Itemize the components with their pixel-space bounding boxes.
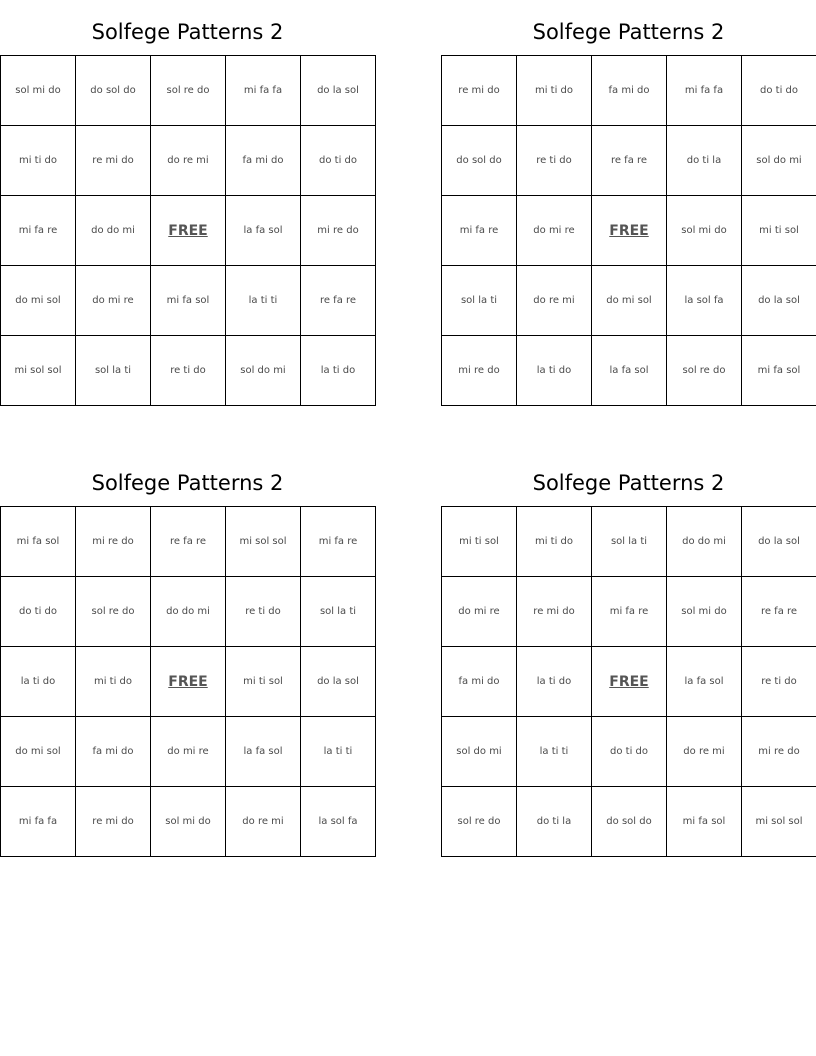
grid-cell: re mi do [76, 126, 151, 196]
grid-cell: la ti do [301, 336, 376, 406]
grid-cell: sol re do [442, 787, 517, 857]
grid-cell: la ti ti [517, 717, 592, 787]
grid-cell: mi ti do [517, 56, 592, 126]
grid-cell: mi ti sol [742, 196, 816, 266]
grid-cell: la ti do [517, 336, 592, 406]
grid-cell: re fa re [592, 126, 667, 196]
grid-cell: mi fa fa [226, 56, 301, 126]
grid-cell: mi re do [301, 196, 376, 266]
grid-cell: do ti do [1, 577, 76, 647]
grid-cell: do la sol [742, 507, 816, 577]
grid-row [442, 647, 816, 717]
grid-row [1, 787, 376, 857]
grid-row [1, 336, 376, 406]
grid-cell: mi fa re [301, 507, 376, 577]
grid-cell: do sol do [442, 126, 517, 196]
grid-cell: mi fa fa [1, 787, 76, 857]
grid-cell: mi fa sol [1, 507, 76, 577]
grid-cell: do mi re [517, 196, 592, 266]
grid-cell: la fa sol [226, 196, 301, 266]
grid-row [442, 56, 816, 126]
grid-cell: mi ti do [76, 647, 151, 717]
grid-row [1, 56, 376, 126]
grid-cell: mi fa sol [667, 787, 742, 857]
card-title: Solfege Patterns 2 [532, 20, 725, 44]
grid-cell: la fa sol [667, 647, 742, 717]
grid-cell: mi fa re [442, 196, 517, 266]
grid-cell: do mi sol [592, 266, 667, 336]
grid-cell: sol re do [76, 577, 151, 647]
grid-cell: mi ti do [517, 507, 592, 577]
grid-cell: do ti la [517, 787, 592, 857]
grid-cell: do sol do [76, 56, 151, 126]
grid-cell: do mi sol [1, 717, 76, 787]
grid-cell: do mi re [76, 266, 151, 336]
grid-cell: sol mi do [151, 787, 226, 857]
grid-row [442, 507, 816, 577]
grid-cell: la fa sol [592, 336, 667, 406]
grid-cell: la sol fa [667, 266, 742, 336]
grid-cell: sol re do [667, 336, 742, 406]
grid-row [442, 577, 816, 647]
free-space-cell: FREE [592, 196, 667, 266]
grid-cell: do ti la [667, 126, 742, 196]
grid-cell: fa mi do [76, 717, 151, 787]
card-title: Solfege Patterns 2 [91, 20, 284, 44]
grid-row [1, 577, 376, 647]
free-space-cell: FREE [151, 196, 226, 266]
bingo-grid [0, 55, 376, 406]
grid-cell: do re mi [517, 266, 592, 336]
grid-row [1, 647, 376, 717]
grid-cell: re fa re [742, 577, 816, 647]
grid-cell: sol la ti [592, 507, 667, 577]
grid-cell: sol do mi [226, 336, 301, 406]
grid-cell: mi fa sol [151, 266, 226, 336]
grid-cell: do la sol [301, 647, 376, 717]
grid-cell: mi fa re [1, 196, 76, 266]
grid-cell: mi ti sol [442, 507, 517, 577]
grid-cell: la ti ti [301, 717, 376, 787]
grid-row [1, 126, 376, 196]
grid-cell: mi sol sol [226, 507, 301, 577]
card-title: Solfege Patterns 2 [91, 471, 284, 495]
grid-cell: la ti ti [226, 266, 301, 336]
grid-cell: sol re do [151, 56, 226, 126]
grid-cell: mi re do [742, 717, 816, 787]
grid-cell: mi fa fa [667, 56, 742, 126]
grid-cell: fa mi do [442, 647, 517, 717]
bingo-grid [0, 506, 376, 857]
card-title: Solfege Patterns 2 [532, 471, 725, 495]
grid-cell: re fa re [151, 507, 226, 577]
grid-cell: la sol fa [301, 787, 376, 857]
grid-cell: re mi do [517, 577, 592, 647]
grid-cell: do re mi [151, 126, 226, 196]
grid-cell: mi re do [76, 507, 151, 577]
free-space-cell: FREE [151, 647, 226, 717]
grid-cell: mi fa sol [742, 336, 816, 406]
grid-row [442, 717, 816, 787]
grid-cell: re fa re [301, 266, 376, 336]
grid-cell: do ti do [301, 126, 376, 196]
grid-row [442, 336, 816, 406]
grid-cell: do sol do [592, 787, 667, 857]
grid-cell: re ti do [226, 577, 301, 647]
grid-cell: mi ti do [1, 126, 76, 196]
grid-cell: re mi do [76, 787, 151, 857]
grid-cell: do mi re [442, 577, 517, 647]
grid-row [1, 196, 376, 266]
grid-cell: fa mi do [226, 126, 301, 196]
bingo-grid [441, 55, 816, 406]
grid-cell: mi ti sol [226, 647, 301, 717]
grid-cell: do re mi [667, 717, 742, 787]
grid-cell: mi sol sol [1, 336, 76, 406]
free-space-cell: FREE [592, 647, 667, 717]
grid-cell: do la sol [301, 56, 376, 126]
grid-cell: do la sol [742, 266, 816, 336]
grid-row [442, 787, 816, 857]
grid-cell: sol la ti [442, 266, 517, 336]
grid-cell: mi fa re [592, 577, 667, 647]
grid-row [1, 507, 376, 577]
grid-cell: la fa sol [226, 717, 301, 787]
grid-cell: do re mi [226, 787, 301, 857]
grid-cell: do do mi [667, 507, 742, 577]
grid-cell: mi re do [442, 336, 517, 406]
grid-row [442, 266, 816, 336]
grid-cell: re ti do [151, 336, 226, 406]
grid-cell: do mi sol [1, 266, 76, 336]
grid-cell: do mi re [151, 717, 226, 787]
bingo-grid [441, 506, 816, 857]
grid-cell: la ti do [1, 647, 76, 717]
grid-cell: sol mi do [667, 196, 742, 266]
grid-row [442, 196, 816, 266]
grid-cell: do ti do [742, 56, 816, 126]
grid-cell: fa mi do [592, 56, 667, 126]
grid-cell: sol la ti [301, 577, 376, 647]
grid-row [1, 717, 376, 787]
grid-cell: re ti do [742, 647, 816, 717]
grid-cell: do ti do [592, 717, 667, 787]
grid-cell: mi sol sol [742, 787, 816, 857]
grid-cell: sol la ti [76, 336, 151, 406]
grid-cell: sol do mi [742, 126, 816, 196]
grid-cell: la ti do [517, 647, 592, 717]
grid-cell: sol do mi [442, 717, 517, 787]
grid-cell: do do mi [76, 196, 151, 266]
grid-row [1, 266, 376, 336]
grid-cell: re ti do [517, 126, 592, 196]
grid-cell: re mi do [442, 56, 517, 126]
grid-cell: sol mi do [1, 56, 76, 126]
grid-row [442, 126, 816, 196]
grid-cell: sol mi do [667, 577, 742, 647]
grid-cell: do do mi [151, 577, 226, 647]
